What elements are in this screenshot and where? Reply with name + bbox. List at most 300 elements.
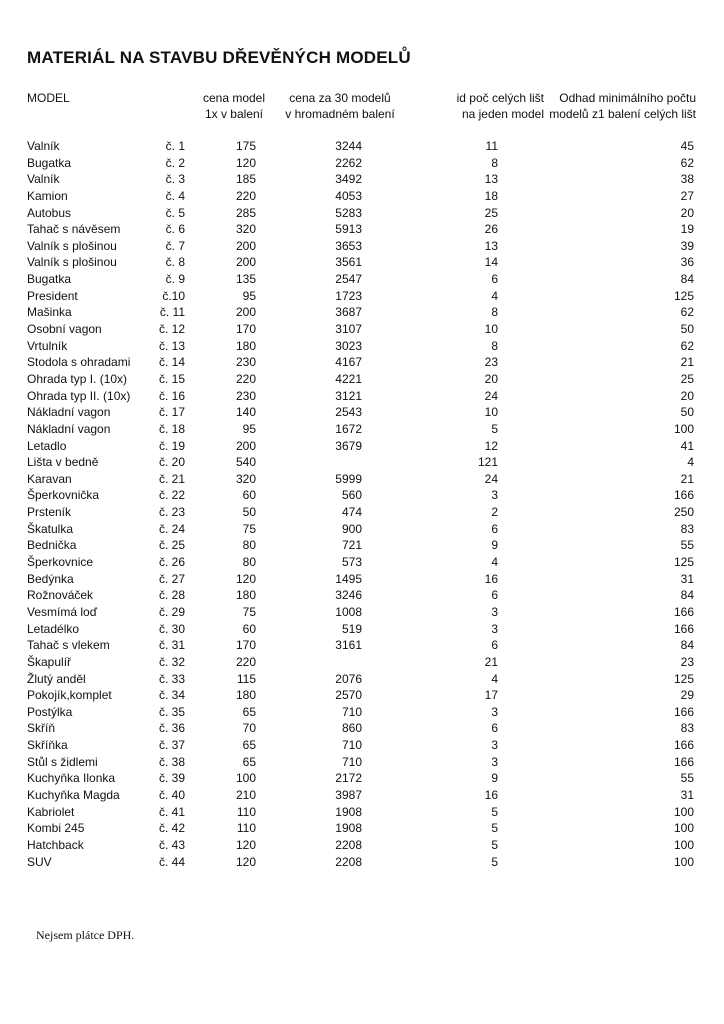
model-count-estimate: 62 [680,305,694,320]
model-number: č. 4 [165,188,185,203]
model-name: Valník [27,139,60,153]
bulk-price: 519 [341,621,362,636]
model-name: Kuchyňka Magda [27,787,120,802]
model-count-estimate: 100 [673,821,694,836]
model-price: 175 [235,139,256,153]
model-number: č. 43 [158,837,185,852]
table-row [0,820,724,837]
strips-per-model: 8 [491,305,498,320]
model-name: Skříňka [27,738,68,753]
model-number: č. 32 [158,654,185,669]
model-name: SUV [27,854,52,869]
model-price: 50 [242,505,256,520]
model-number: č. 14 [158,355,185,370]
strips-per-model: 8 [491,338,498,353]
table-row [0,604,724,621]
model-number: č. 24 [158,521,185,536]
model-name: Ohrada typ II. (10x) [27,388,131,403]
model-count-estimate: 84 [680,272,694,287]
model-name: Valník s plošinou [27,255,117,270]
model-number: č. 35 [158,704,185,719]
model-name: Karavan [27,471,72,486]
model-price: 115 [236,671,256,686]
model-name: Nákladní vagon [27,405,111,420]
model-price: 140 [235,405,256,420]
table-row [0,770,724,787]
model-price: 65 [242,704,256,719]
model-count-estimate: 125 [673,288,694,303]
model-price: 75 [242,521,256,536]
model-price: 120 [235,155,256,170]
table-row [0,537,724,554]
model-price: 120 [235,837,256,852]
bulk-price: 1008 [335,604,362,619]
model-name: Skříň [27,721,56,736]
strips-per-model: 3 [491,488,498,503]
bulk-price: 5913 [335,222,362,237]
model-price: 170 [235,322,256,337]
model-price: 200 [235,238,256,253]
strips-per-model: 13 [484,172,498,187]
bulk-price: 2547 [335,272,362,287]
model-count-estimate: 125 [673,555,694,570]
model-price: 200 [235,305,256,320]
strips-per-model: 24 [484,471,498,486]
model-name: Škapulíř [27,654,72,669]
model-number: č. 33 [158,671,185,686]
strips-per-model: 17 [484,688,498,703]
model-number: č. 37 [158,738,185,753]
model-name: Kabriolet [27,804,75,819]
table-row [0,238,724,255]
model-count-estimate: 166 [673,621,694,636]
model-price: 220 [235,654,256,669]
model-name: Stodola s ohradami [27,355,131,370]
model-name: Postýlka [27,704,73,719]
strips-per-model: 10 [484,322,498,337]
strips-per-model: 3 [491,621,498,636]
model-number: č. 7 [165,238,185,253]
strips-per-model: 5 [491,837,498,852]
strips-per-model: 5 [491,821,498,836]
strips-per-model: 5 [491,804,498,819]
table-row [0,321,724,338]
model-price: 120 [235,854,256,869]
model-price: 180 [235,338,256,353]
model-name: Bugatka [27,272,72,287]
strips-per-model: 5 [491,421,498,436]
model-price: 180 [235,588,256,603]
bulk-price: 1908 [335,821,362,836]
bulk-price: 2172 [335,771,362,786]
table-row [0,221,724,238]
strips-per-model: 18 [484,188,498,203]
table-row [0,421,724,438]
table-row [0,687,724,704]
model-name: Letadélko [27,621,80,636]
model-name: Kamion [27,188,68,203]
table-row [0,471,724,488]
strips-per-model: 4 [491,288,498,303]
model-number: č.10 [162,288,185,303]
table-row [0,804,724,821]
model-count-estimate: 83 [680,721,694,736]
table-row [0,504,724,521]
model-number: č. 27 [158,571,185,586]
model-name: Valník s plošinou [27,238,117,253]
model-price: 95 [242,288,256,303]
table-row [0,521,724,538]
bulk-price: 2262 [335,155,362,170]
header-count-line2: modelů z1 balení celých lišt [549,107,696,121]
model-name: Bugatka [27,155,72,170]
model-price: 180 [235,688,256,703]
model-name: Tahač s vlekem [27,638,110,653]
bulk-price: 710 [341,754,362,769]
strips-per-model: 25 [484,205,498,220]
bulk-price: 2208 [335,837,362,852]
model-number: č. 12 [158,322,185,337]
model-price: 80 [242,538,256,553]
header-count-line1: Odhad minimálního počtu [559,91,696,105]
bulk-price: 1495 [335,571,362,586]
strips-per-model: 10 [484,405,498,420]
bulk-price: 1908 [335,804,362,819]
strips-per-model: 6 [491,638,498,653]
model-price: 185 [235,172,256,187]
model-price: 135 [235,272,256,287]
model-number: č. 41 [158,804,185,819]
header-model-count [540,90,696,122]
bulk-price: 721 [341,538,362,553]
model-name: Škatulka [27,521,74,536]
model-count-estimate: 27 [680,188,694,203]
model-name: Šperkovnice [27,555,94,570]
bulk-price: 2208 [335,854,362,869]
model-number: č. 26 [158,555,185,570]
table-row [0,671,724,688]
model-price: 110 [236,804,256,819]
model-count-estimate: 166 [673,488,694,503]
table-row [0,338,724,355]
table-row [0,188,724,205]
model-count-estimate: 100 [673,837,694,852]
model-price: 540 [235,455,256,470]
vat-note: Nejsem plátce DPH. [36,928,135,942]
table-row [0,271,724,288]
model-count-estimate: 21 [680,471,694,486]
model-count-estimate: 45 [680,139,694,153]
table-row [0,587,724,604]
table-row [0,621,724,638]
table-row [0,837,724,854]
model-number: č. 5 [165,205,185,220]
model-count-estimate: 62 [680,155,694,170]
model-name: Autobus [27,205,72,220]
model-count-estimate: 21 [680,355,694,370]
strips-per-model: 26 [484,222,498,237]
bulk-price: 573 [341,555,362,570]
header-price-line1: cena model [202,91,266,105]
header-bulk-line1: cena za 30 modelů [289,91,391,105]
table-row [0,854,724,871]
bulk-price: 1723 [335,288,362,303]
model-price: 230 [235,388,256,403]
model-number: č. 6 [165,222,185,237]
model-number: č. 28 [158,588,185,603]
strips-per-model: 3 [491,754,498,769]
page-title: MATERIÁL NA STAVBU DŘEVĚNÝCH MODELŮ [27,48,411,67]
model-price: 220 [235,371,256,386]
bulk-price: 560 [341,488,362,503]
bulk-price: 4053 [335,188,362,203]
model-name: Nákladní vagon [27,421,111,436]
model-price: 220 [235,188,256,203]
strips-per-model: 5 [491,854,498,869]
table-row [0,404,724,421]
table-row [0,704,724,721]
bulk-price: 5999 [335,471,362,486]
model-name: President [27,288,78,303]
model-number: č. 29 [158,604,185,619]
bulk-price: 1672 [335,421,362,436]
header-bulk-line2: v hromadném balení [285,107,395,121]
bulk-price: 710 [341,738,362,753]
strips-per-model: 6 [491,721,498,736]
model-count-estimate: 4 [687,455,694,470]
model-price: 60 [242,488,256,503]
model-number: č. 13 [158,338,185,353]
model-number: č. 15 [158,371,185,386]
table-row [0,454,724,471]
strips-per-model: 14 [484,255,498,270]
model-count-estimate: 166 [673,738,694,753]
header-price-line2: 1x v balení [204,107,264,121]
bulk-price: 2076 [335,671,362,686]
header-price [198,90,270,122]
model-price: 65 [242,738,256,753]
table-row [0,654,724,671]
bulk-price: 3023 [335,338,362,353]
model-count-estimate: 166 [673,704,694,719]
model-number: č. 9 [165,272,185,287]
table-row [0,371,724,388]
model-number: č. 17 [158,405,185,420]
strips-per-model: 3 [491,738,498,753]
bulk-price: 3492 [335,172,362,187]
bulk-price: 710 [341,704,362,719]
table-row [0,554,724,571]
model-price: 285 [235,205,256,220]
model-count-estimate: 20 [680,205,694,220]
model-number: č. 31 [158,638,185,653]
model-count-estimate: 38 [680,172,694,187]
table-row [0,288,724,305]
model-count-estimate: 83 [680,521,694,536]
bulk-price: 2543 [335,405,362,420]
model-number: č. 11 [159,305,185,320]
model-count-estimate: 50 [680,405,694,420]
header-strips [444,90,544,122]
model-number: č. 3 [165,172,185,187]
model-number: č. 25 [158,538,185,553]
strips-per-model: 13 [484,238,498,253]
model-number: č. 1 [165,139,185,153]
model-number: č. 44 [158,854,185,869]
table-row [0,438,724,455]
model-name: Osobní vagon [27,322,102,337]
model-count-estimate: 39 [680,238,694,253]
bulk-price: 3987 [335,787,362,802]
model-price: 320 [235,471,256,486]
model-count-estimate: 55 [680,538,694,553]
strips-per-model: 12 [484,438,498,453]
model-name: Šperkovnička [27,488,100,503]
strips-per-model: 4 [491,555,498,570]
model-count-estimate: 166 [673,754,694,769]
table-row [0,155,724,172]
strips-per-model: 8 [491,155,498,170]
model-price: 110 [236,821,256,836]
model-name: Lišta v bedně [27,455,99,470]
strips-per-model: 16 [484,571,498,586]
strips-per-model: 16 [484,787,498,802]
strips-per-model: 23 [484,355,498,370]
model-number: č. 40 [158,787,185,802]
model-number: č. 38 [158,754,185,769]
model-name: Žlutý anděl [27,671,86,686]
model-price: 80 [242,555,256,570]
strips-per-model: 6 [491,272,498,287]
table-row [0,205,724,222]
model-number: č. 16 [158,388,185,403]
model-price: 60 [242,621,256,636]
bulk-price: 474 [341,505,362,520]
header-model: MODEL [27,91,70,105]
strips-per-model: 4 [491,671,498,686]
model-number: č. 20 [158,455,185,470]
model-number: č. 8 [165,255,185,270]
strips-per-model: 11 [485,139,498,153]
model-price: 200 [235,255,256,270]
model-name: Bednička [27,538,77,553]
model-name: Letadlo [27,438,67,453]
bulk-price: 3561 [335,255,362,270]
table-row [0,254,724,271]
model-name: Hatchback [27,837,84,852]
table-row [0,737,724,754]
model-price: 120 [235,571,256,586]
model-count-estimate: 100 [673,854,694,869]
strips-per-model: 3 [491,604,498,619]
model-count-estimate: 29 [680,688,694,703]
header-strips-line2: na jeden model [461,107,544,121]
bulk-price: 900 [341,521,362,536]
header-strips-line1: id poč celých lišt [456,91,544,105]
model-number: č. 36 [158,721,185,736]
model-count-estimate: 250 [673,505,694,520]
table-row [0,304,724,321]
model-name: Pokojík,komplet [27,688,112,703]
model-count-estimate: 31 [680,571,694,586]
strips-per-model: 121 [477,455,498,470]
header-bulk-price [282,90,398,122]
model-price: 75 [242,604,256,619]
model-name: Mašinka [27,305,72,320]
strips-per-model: 9 [491,538,498,553]
bulk-price: 5283 [335,205,362,220]
bulk-price: 2570 [335,688,362,703]
model-number: č. 18 [158,421,185,436]
bulk-price: 3679 [335,438,362,453]
model-price: 170 [235,638,256,653]
model-count-estimate: 166 [673,604,694,619]
table-row [0,171,724,188]
model-name: Bedýnka [27,571,74,586]
model-number: č. 2 [165,155,185,170]
bulk-price: 3121 [335,388,362,403]
strips-per-model: 20 [484,371,498,386]
model-count-estimate: 31 [680,787,694,802]
model-name: Tahač s návěsem [27,222,121,237]
table-row [0,388,724,405]
table-row [0,637,724,654]
model-price: 230 [235,355,256,370]
strips-per-model: 6 [491,521,498,536]
model-name: Stůl s židlemi [27,754,98,769]
model-name: Kuchyňka Ilonka [27,771,116,786]
model-number: č. 39 [158,771,185,786]
model-price: 210 [235,787,256,802]
bulk-price: 3244 [335,139,362,153]
table-row [0,487,724,504]
model-number: č. 22 [158,488,185,503]
strips-per-model: 6 [491,588,498,603]
table-row [0,138,724,155]
bulk-price: 4221 [335,371,362,386]
model-name: Kombi 245 [27,821,85,836]
table-row [0,787,724,804]
model-count-estimate: 20 [680,388,694,403]
model-price: 65 [242,754,256,769]
model-count-estimate: 36 [680,255,694,270]
model-number: č. 34 [158,688,185,703]
table-row [0,354,724,371]
table-row [0,720,724,737]
model-price: 95 [242,421,256,436]
bulk-price: 3246 [335,588,362,603]
bulk-price: 3653 [335,238,362,253]
model-name: Ohrada typ I. (10x) [27,371,128,386]
table-row [0,571,724,588]
model-count-estimate: 125 [673,671,694,686]
model-count-estimate: 19 [680,222,694,237]
model-number: č. 21 [158,471,185,486]
bulk-price: 3687 [335,305,362,320]
model-count-estimate: 41 [680,438,694,453]
model-count-estimate: 50 [680,322,694,337]
bulk-price: 3107 [335,322,362,337]
bulk-price: 4167 [335,355,362,370]
model-number: č. 23 [158,505,185,520]
model-count-estimate: 23 [680,654,694,669]
model-count-estimate: 84 [680,588,694,603]
strips-per-model: 9 [491,771,498,786]
strips-per-model: 24 [484,388,498,403]
model-name: Rožnováček [27,588,94,603]
model-name: Prsteník [27,505,72,520]
model-count-estimate: 62 [680,338,694,353]
